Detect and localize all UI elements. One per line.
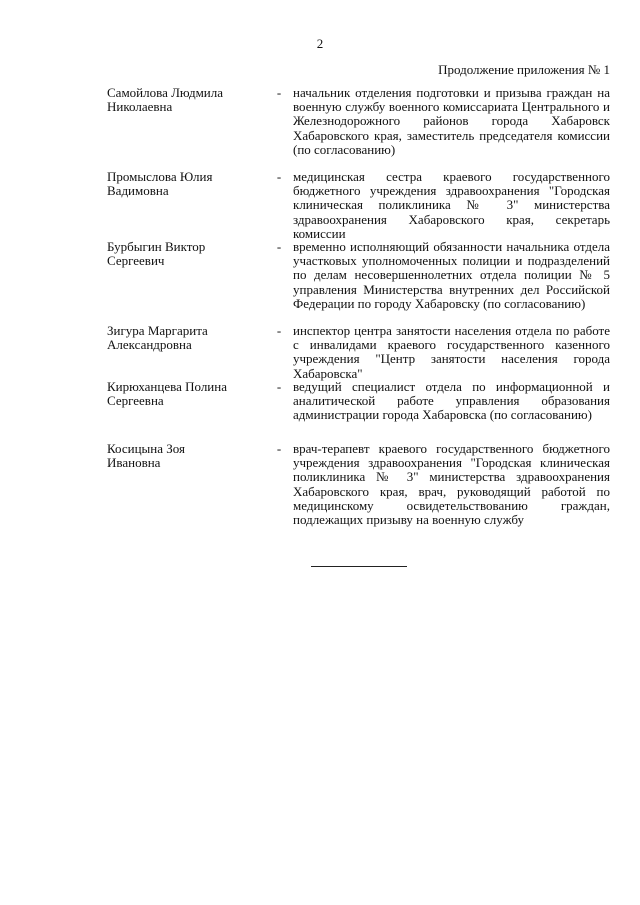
member-dash: - xyxy=(276,169,282,184)
member-surname-first-name: Кирюханцева Полина xyxy=(107,379,227,394)
member-surname-first-name: Бурбыгин Виктор xyxy=(107,239,206,254)
commission-member-list xyxy=(107,86,610,542)
member-patronymic: Ивановна xyxy=(107,455,161,471)
member-surname-first-name: Промыслова Юлия xyxy=(107,169,213,184)
member-patronymic: Вадимовна xyxy=(107,183,169,199)
member-row xyxy=(107,86,610,170)
member-name xyxy=(107,170,269,198)
member-row xyxy=(107,442,610,542)
page-number: 2 xyxy=(316,36,324,51)
member-role: медицинская сестра краевого государственного бюджетного учреждения здравоохранения "Городская клиническая поликлиника № 3" министерства здравоохранения Хабаровского края, секретарь комиссии xyxy=(293,169,610,241)
member-name xyxy=(107,240,269,268)
member-dash: - xyxy=(276,85,282,100)
member-row xyxy=(107,380,610,442)
member-name xyxy=(107,86,269,114)
member-patronymic: Сергеевна xyxy=(107,393,164,409)
member-role: врач-терапевт краевого государственного бюджетного учреждения здравоохранения "Городская клиническая поликлиника № 3" министерства здравоохранения Хабаровского края, врач, руководящий работой по медицинскому освидетельствованию граждан, подлежащих призыву на военную службу xyxy=(293,441,610,528)
member-dash: - xyxy=(276,379,282,394)
member-role: начальник отделения подготовки и призыва граждан на военную службу военного комиссариата Центрального и Железнодорожного районов города Хабаровск Хабаровского края, заместитель председателя комиссии (по согласованию) xyxy=(293,85,610,157)
member-row xyxy=(107,324,610,380)
member-dash: - xyxy=(276,239,282,254)
appendix-continuation-label: Продолжение приложения № 1 xyxy=(438,62,610,77)
member-surname-first-name: Зигура Маргарита xyxy=(107,323,208,338)
member-patronymic: Николаевна xyxy=(107,99,173,115)
member-role: инспектор центра занятости населения отдела по работе с инвалидами краевого государственного казенного учреждения "Центр занятости населения города Хабаровска" xyxy=(293,323,610,381)
closing-divider xyxy=(311,566,407,567)
member-dash: - xyxy=(276,441,282,456)
member-name xyxy=(107,442,269,470)
member-role: ведущий специалист отдела по информационной и аналитической работе управления образования администрации города Хабаровска (по согласованию) xyxy=(293,379,610,423)
member-name xyxy=(107,380,269,408)
member-dash: - xyxy=(276,323,282,338)
member-patronymic: Сергеевич xyxy=(107,253,165,269)
member-row xyxy=(107,240,610,324)
member-surname-first-name: Косицына Зоя xyxy=(107,441,185,456)
member-role: временно исполняющий обязанности начальника отдела участковых уполномоченных полиции и подразделений по делам несовершеннолетних отдела полиции № 5 управления Министерства внутренних дел Российской Федерации по городу Хабаровску (по согласованию) xyxy=(293,239,610,311)
member-patronymic: Александровна xyxy=(107,337,192,353)
member-name xyxy=(107,324,269,352)
member-row xyxy=(107,170,610,240)
member-surname-first-name: Самойлова Людмила xyxy=(107,85,224,100)
